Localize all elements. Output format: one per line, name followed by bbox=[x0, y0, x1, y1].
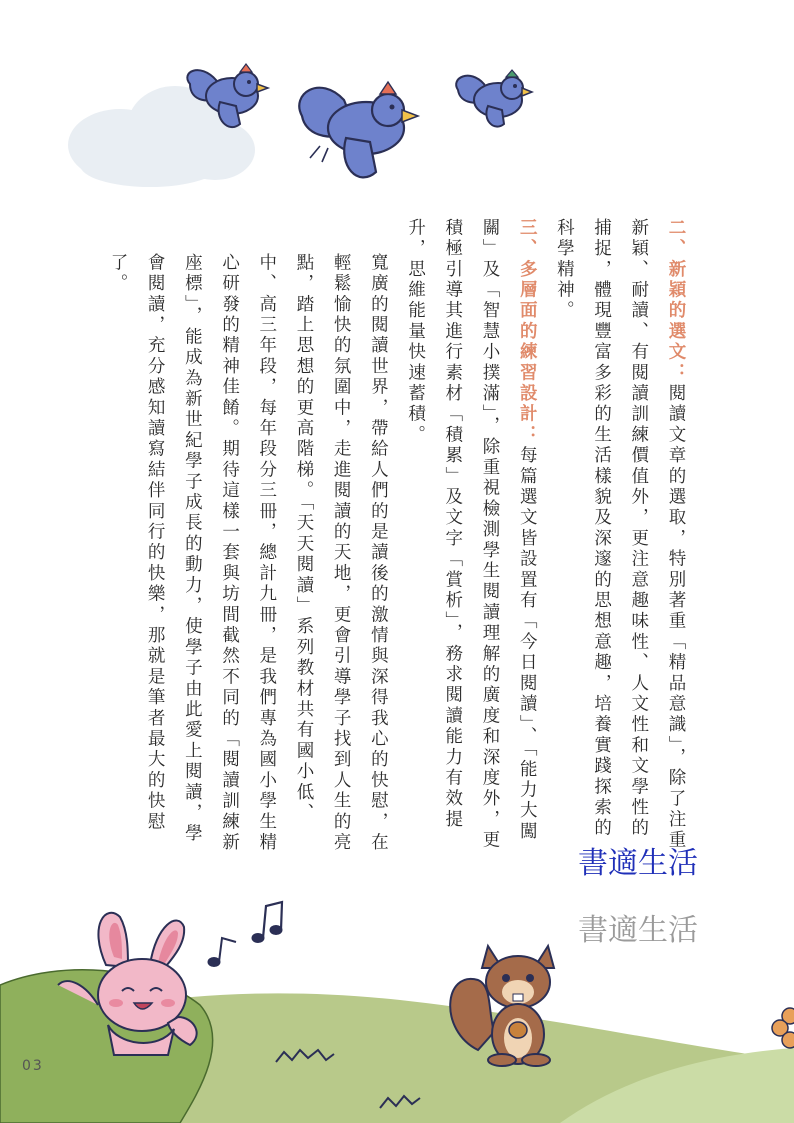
section-heading: 三、多層面的練習設計： bbox=[517, 218, 538, 446]
flower-icon bbox=[772, 1008, 794, 1048]
paragraph-new-selections bbox=[545, 218, 694, 858]
page-number: 03 bbox=[22, 1058, 44, 1074]
paragraph-text: 寬廣的閱讀世界，帶給人們的是讀後的激情與深得我心的快慰，在輕鬆愉快的氛圍中，走進閱讀的天地，更會引導學子找到人生的亮點，踏上思想的更高階梯。「天天閱讀」系列教材共有國小低、中、高三年段，每年段分三冊，總計九冊，是我們專為國小學生精心研發的精神佳餚。期待這樣一套與坊間截然不同的「閱讀訓練新座標」，能成為新世紀學子成長的動力，使學子由此愛上閱讀，學會閱讀，充分感知讀寫結伴同行的快樂，那就是筆者最大的快慰了。 bbox=[107, 253, 389, 854]
watermark-secondary: 書適生活 bbox=[578, 913, 698, 948]
paragraph-closing bbox=[99, 218, 397, 858]
watermark-primary: 書適生活 bbox=[578, 846, 698, 881]
music-note-icon bbox=[208, 902, 282, 967]
section-heading: 二、新穎的選文： bbox=[666, 218, 686, 384]
body-text bbox=[99, 218, 694, 858]
bird-icon bbox=[299, 82, 418, 177]
paragraph-text: 每篇選文皆設置有「今日閱讀」、「能力大闖關」及「智慧小撲滿」，除重視檢測學生閱讀理解的廣度和深度外，更積極引導其進行素材「積累」及文字「賞析」，務求閱讀能力有效提升，思維能量快速蓄積。 bbox=[405, 218, 538, 851]
bird-icon bbox=[456, 70, 532, 127]
paragraph-text: 閱讀文章的選取，特別著重「精品意識」，除了注重新穎、耐讀、有閱讀訓練價值外，更注意趣味性、人文性和文學性的捕捉，體現豐富多彩的生活樣貌及深邃的思想意趣，培養實踐探索的科學精神。 bbox=[554, 218, 686, 851]
paragraph-exercise-design bbox=[396, 218, 545, 858]
